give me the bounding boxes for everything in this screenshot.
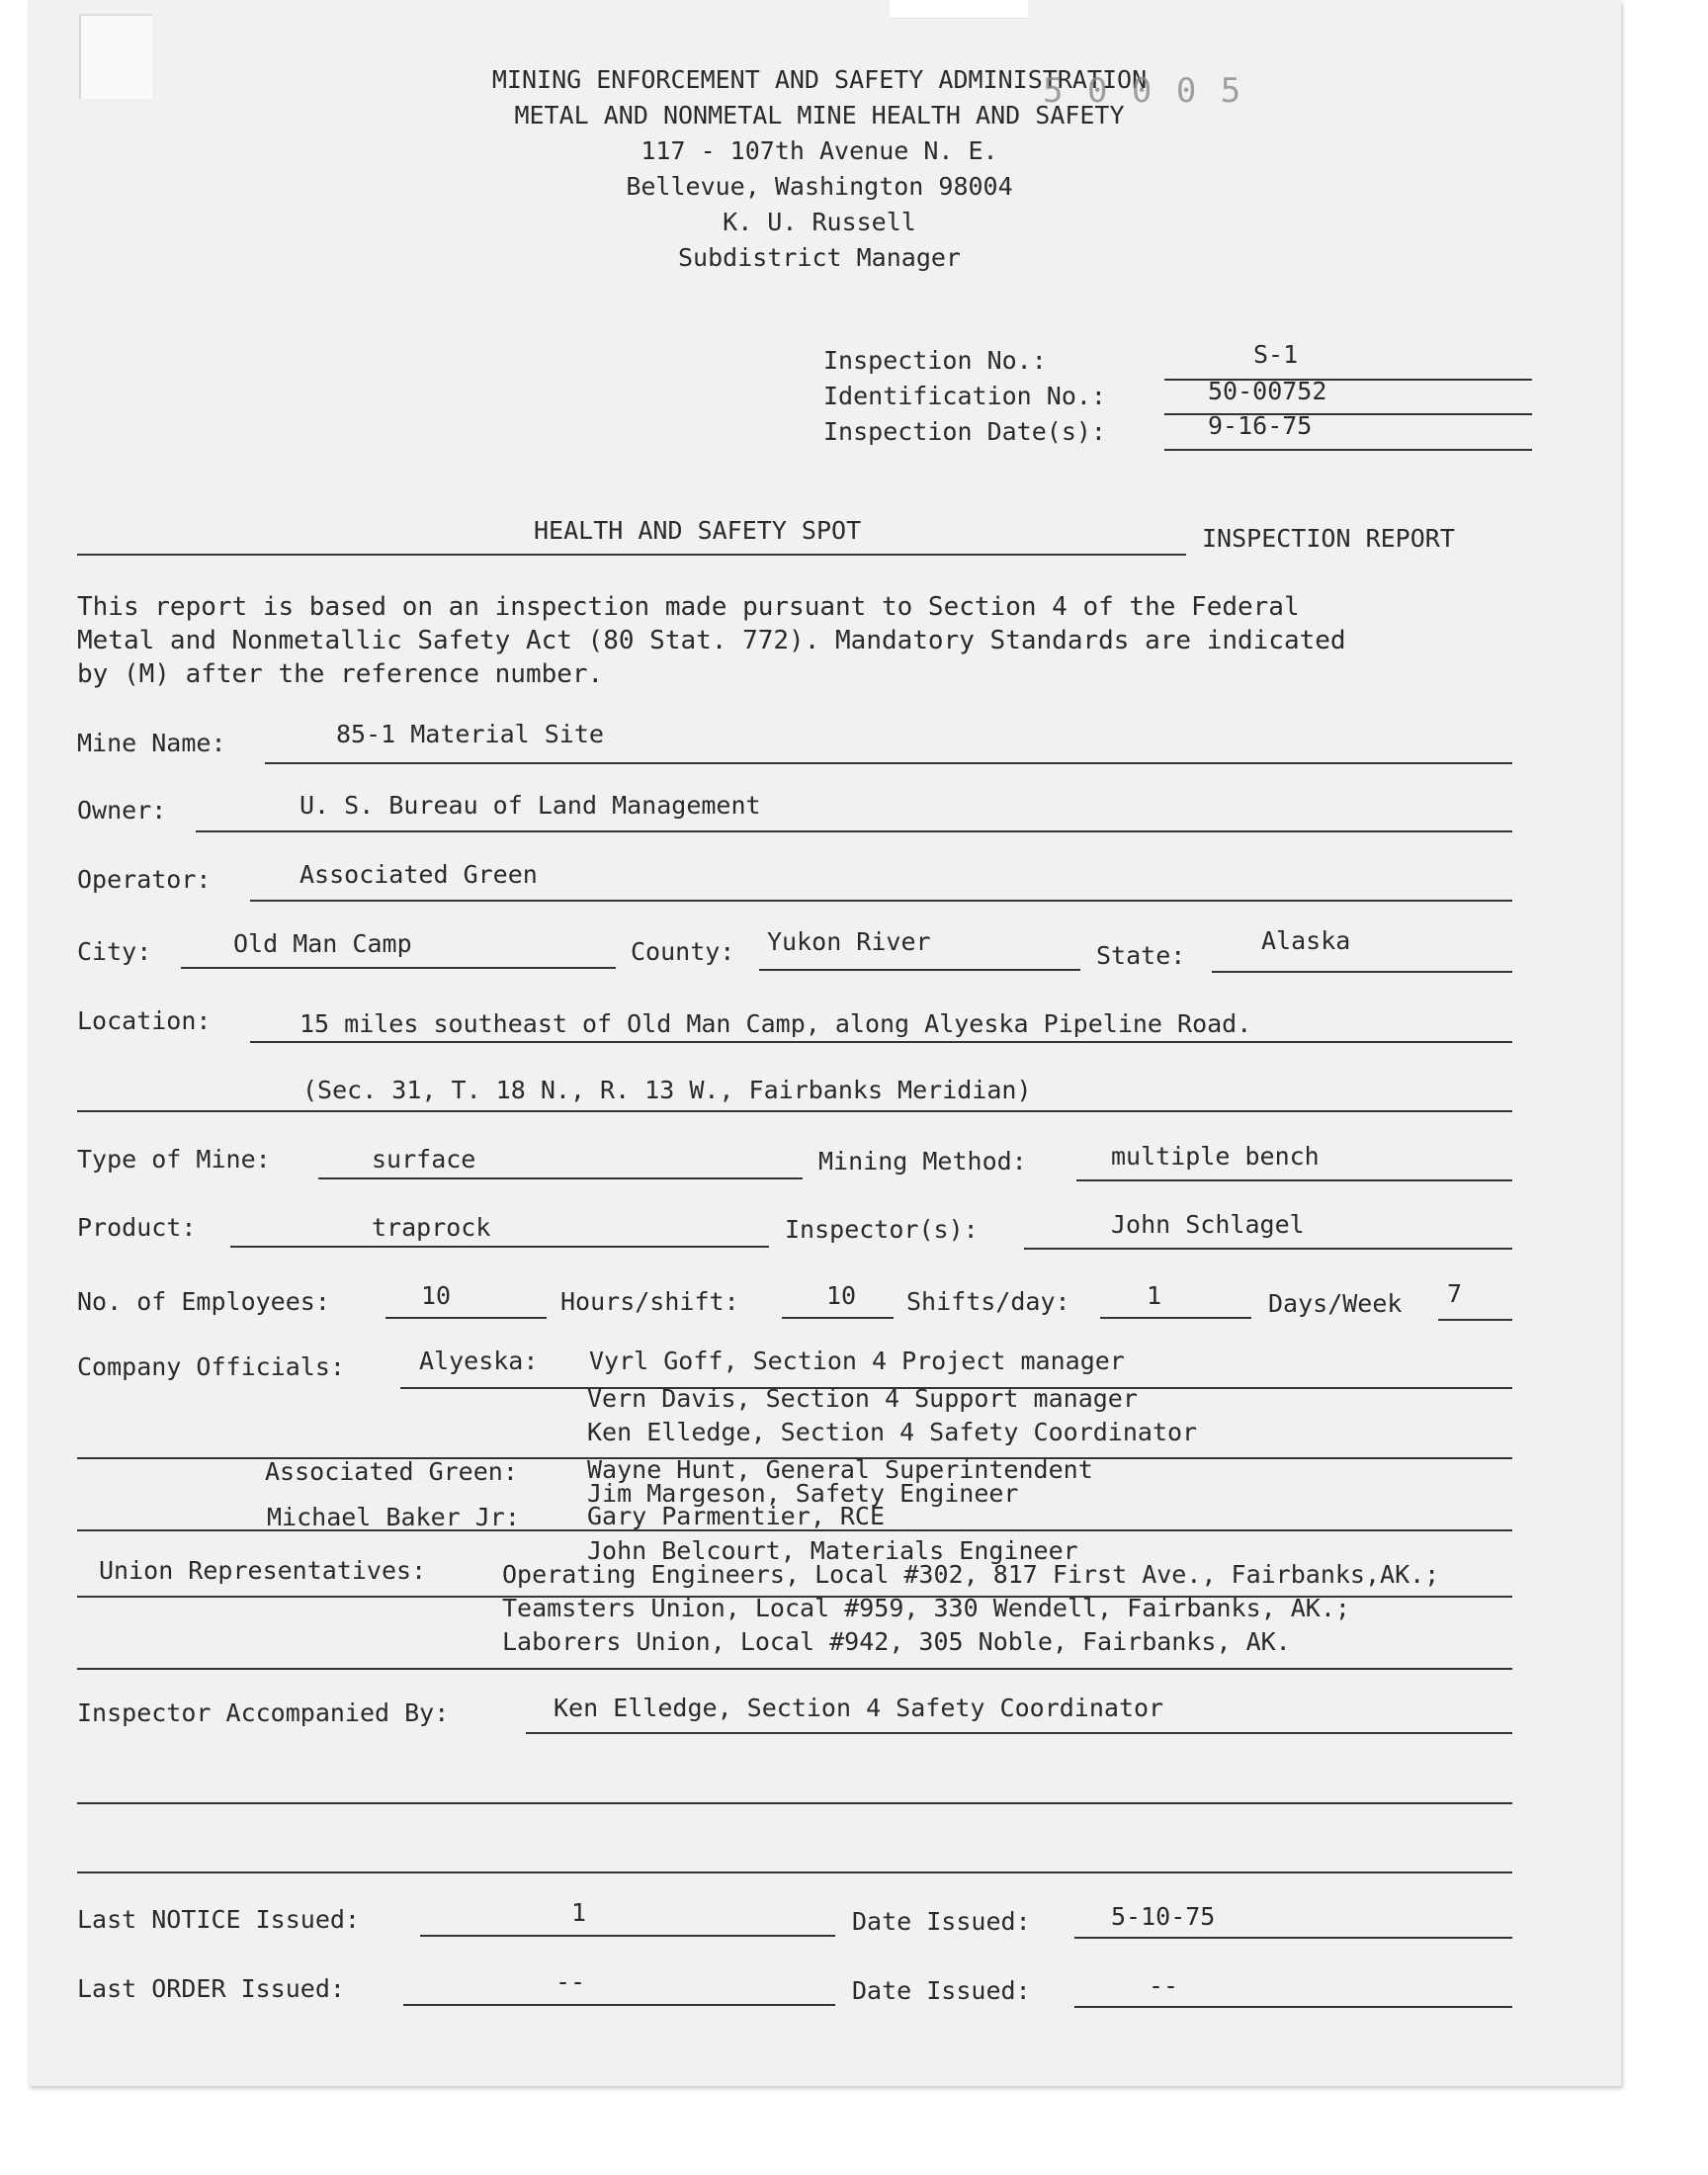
inspectors-value: John Schlagel [1111, 1210, 1305, 1239]
intro-line-3: by (M) after the reference number. [77, 659, 604, 689]
hours-line [782, 1317, 894, 1319]
blank-line-2 [77, 1871, 1512, 1873]
alyeska-label: Alyeska: [419, 1347, 539, 1375]
product-value: traprock [372, 1213, 491, 1242]
days-line [1438, 1319, 1512, 1321]
header-street: 117 - 107th Avenue N. E. [640, 136, 998, 165]
header-city: Bellevue, Washington 98004 [626, 172, 1013, 201]
intro-line-2: Metal and Nonmetallic Safety Act (80 Stat. 772). Mandatory Standards are indicated [77, 626, 1346, 655]
county-line [759, 969, 1080, 971]
county-value: Yukon River [767, 927, 931, 956]
inspectors-line [1024, 1248, 1512, 1250]
alyeska-official-3: Ken Elledge, Section 4 Safety Coordinator [587, 1418, 1198, 1446]
union-line-3: Laborers Union, Local #942, 305 Noble, Fairbanks, AK. [502, 1627, 1291, 1656]
inspection-date-value: 9-16-75 [1208, 411, 1313, 440]
type-of-mine-line [318, 1177, 803, 1179]
header-agency: MINING ENFORCEMENT AND SAFETY ADMINISTRATION [491, 65, 1148, 94]
state-value: Alaska [1261, 926, 1351, 955]
union-line-1: Operating Engineers, Local #302, 817 First Ave., Fairbanks,AK.; [502, 1560, 1440, 1589]
mining-method-line [1076, 1179, 1512, 1181]
last-notice-line [420, 1935, 835, 1937]
blank-line-1 [77, 1802, 1512, 1804]
union-reps-label: Union Representatives: [99, 1556, 427, 1585]
last-order-line [403, 2004, 835, 2006]
header-manager-title: Subdistrict Manager [678, 243, 961, 272]
notice-date-line [1074, 1937, 1512, 1939]
inspectors-label: Inspector(s): [785, 1215, 979, 1244]
report-type: HEALTH AND SAFETY SPOT [534, 516, 862, 545]
hours-value: 10 [826, 1281, 857, 1310]
operator-line [250, 900, 1512, 902]
header-division: METAL AND NONMETAL MINE HEALTH AND SAFETY [514, 101, 1125, 130]
michael-baker-official-2: John Belcourt, Materials Engineer [587, 1536, 1078, 1565]
last-order-value: -- [555, 1967, 586, 1996]
employees-value: 10 [421, 1281, 452, 1310]
product-label: Product: [77, 1213, 197, 1242]
accompanied-by-line [526, 1732, 1512, 1734]
mine-name-value: 85-1 Material Site [336, 720, 604, 748]
mining-method-value: multiple bench [1111, 1142, 1320, 1171]
report-type-line [77, 554, 1186, 556]
document-page [28, 0, 1621, 2086]
order-date-label: Date Issued: [852, 1976, 1031, 2005]
mining-method-label: Mining Method: [818, 1147, 1027, 1175]
alyeska-official-1: Vyrl Goff, Section 4 Project manager [589, 1347, 1125, 1375]
county-label: County: [631, 937, 735, 966]
operator-value: Associated Green [299, 860, 538, 889]
accompanied-by-value: Ken Elledge, Section 4 Safety Coordinator [554, 1694, 1164, 1722]
union-underline-2 [77, 1668, 1512, 1670]
owner-value: U. S. Bureau of Land Management [299, 791, 761, 820]
document-stamp: 5 0 0 0 5 [1043, 71, 1243, 111]
owner-line [196, 830, 1512, 832]
last-notice-label: Last NOTICE Issued: [77, 1905, 360, 1934]
shifts-value: 1 [1147, 1281, 1162, 1310]
identification-no-value: 50-00752 [1208, 377, 1327, 405]
shifts-line [1100, 1317, 1251, 1319]
type-of-mine-value: surface [372, 1145, 476, 1174]
inspection-no-label: Inspection No.: [823, 346, 1047, 375]
location-underline-2 [77, 1110, 1512, 1112]
company-officials-label: Company Officials: [77, 1352, 345, 1381]
michael-baker-official-1: Gary Parmentier, RCE [587, 1502, 886, 1530]
owner-label: Owner: [77, 796, 167, 825]
associated-green-official-2: Jim Margeson, Safety Engineer [587, 1479, 1019, 1508]
mine-name-line [265, 762, 1512, 764]
michael-baker-label: Michael Baker Jr: [267, 1503, 520, 1531]
notice-date-value: 5-10-75 [1111, 1902, 1216, 1931]
associated-green-official-1: Wayne Hunt, General Superintendent [587, 1455, 1093, 1484]
state-line [1212, 971, 1512, 973]
report-title-suffix: INSPECTION REPORT [1202, 524, 1455, 553]
alyeska-official-2: Vern Davis, Section 4 Support manager [587, 1384, 1138, 1413]
associated-green-label: Associated Green: [265, 1457, 518, 1486]
hours-label: Hours/shift: [560, 1287, 739, 1316]
last-notice-value: 1 [571, 1898, 587, 1927]
operator-label: Operator: [77, 865, 212, 894]
city-value: Old Man Camp [233, 929, 412, 958]
state-label: State: [1096, 941, 1186, 970]
days-label: Days/Week [1268, 1289, 1403, 1318]
type-of-mine-label: Type of Mine: [77, 1145, 271, 1174]
location-line-2: (Sec. 31, T. 18 N., R. 13 W., Fairbanks Meridian) [302, 1076, 1032, 1104]
accompanied-by-label: Inspector Accompanied By: [77, 1698, 450, 1727]
officials-line-3 [77, 1529, 1512, 1531]
city-line [181, 967, 616, 969]
identification-no-label: Identification No.: [823, 382, 1106, 410]
torn-edge [890, 0, 1028, 19]
union-line-2: Teamsters Union, Local #959, 330 Wendell, Fairbanks, AK.; [502, 1594, 1350, 1622]
location-underline-1 [250, 1041, 1512, 1043]
days-value: 7 [1447, 1279, 1463, 1308]
last-order-label: Last ORDER Issued: [77, 1974, 345, 2003]
order-date-value: -- [1149, 1971, 1179, 2000]
employees-line [385, 1317, 547, 1319]
employees-label: No. of Employees: [77, 1287, 330, 1316]
notice-date-label: Date Issued: [852, 1907, 1031, 1936]
city-label: City: [77, 937, 152, 966]
inspection-date-label: Inspection Date(s): [823, 417, 1106, 446]
inspection-date-line [1164, 449, 1532, 451]
mine-name-label: Mine Name: [77, 729, 226, 757]
product-line [230, 1246, 769, 1248]
header-manager-name: K. U. Russell [723, 208, 916, 236]
location-line-1: 15 miles southeast of Old Man Camp, along Alyeska Pipeline Road. [299, 1009, 1252, 1038]
shifts-label: Shifts/day: [906, 1287, 1070, 1316]
order-date-line [1074, 2006, 1512, 2008]
location-label: Location: [77, 1006, 212, 1035]
inspection-no-value: S-1 [1253, 340, 1299, 369]
intro-line-1: This report is based on an inspection made pursuant to Section 4 of the Federal [77, 592, 1300, 622]
